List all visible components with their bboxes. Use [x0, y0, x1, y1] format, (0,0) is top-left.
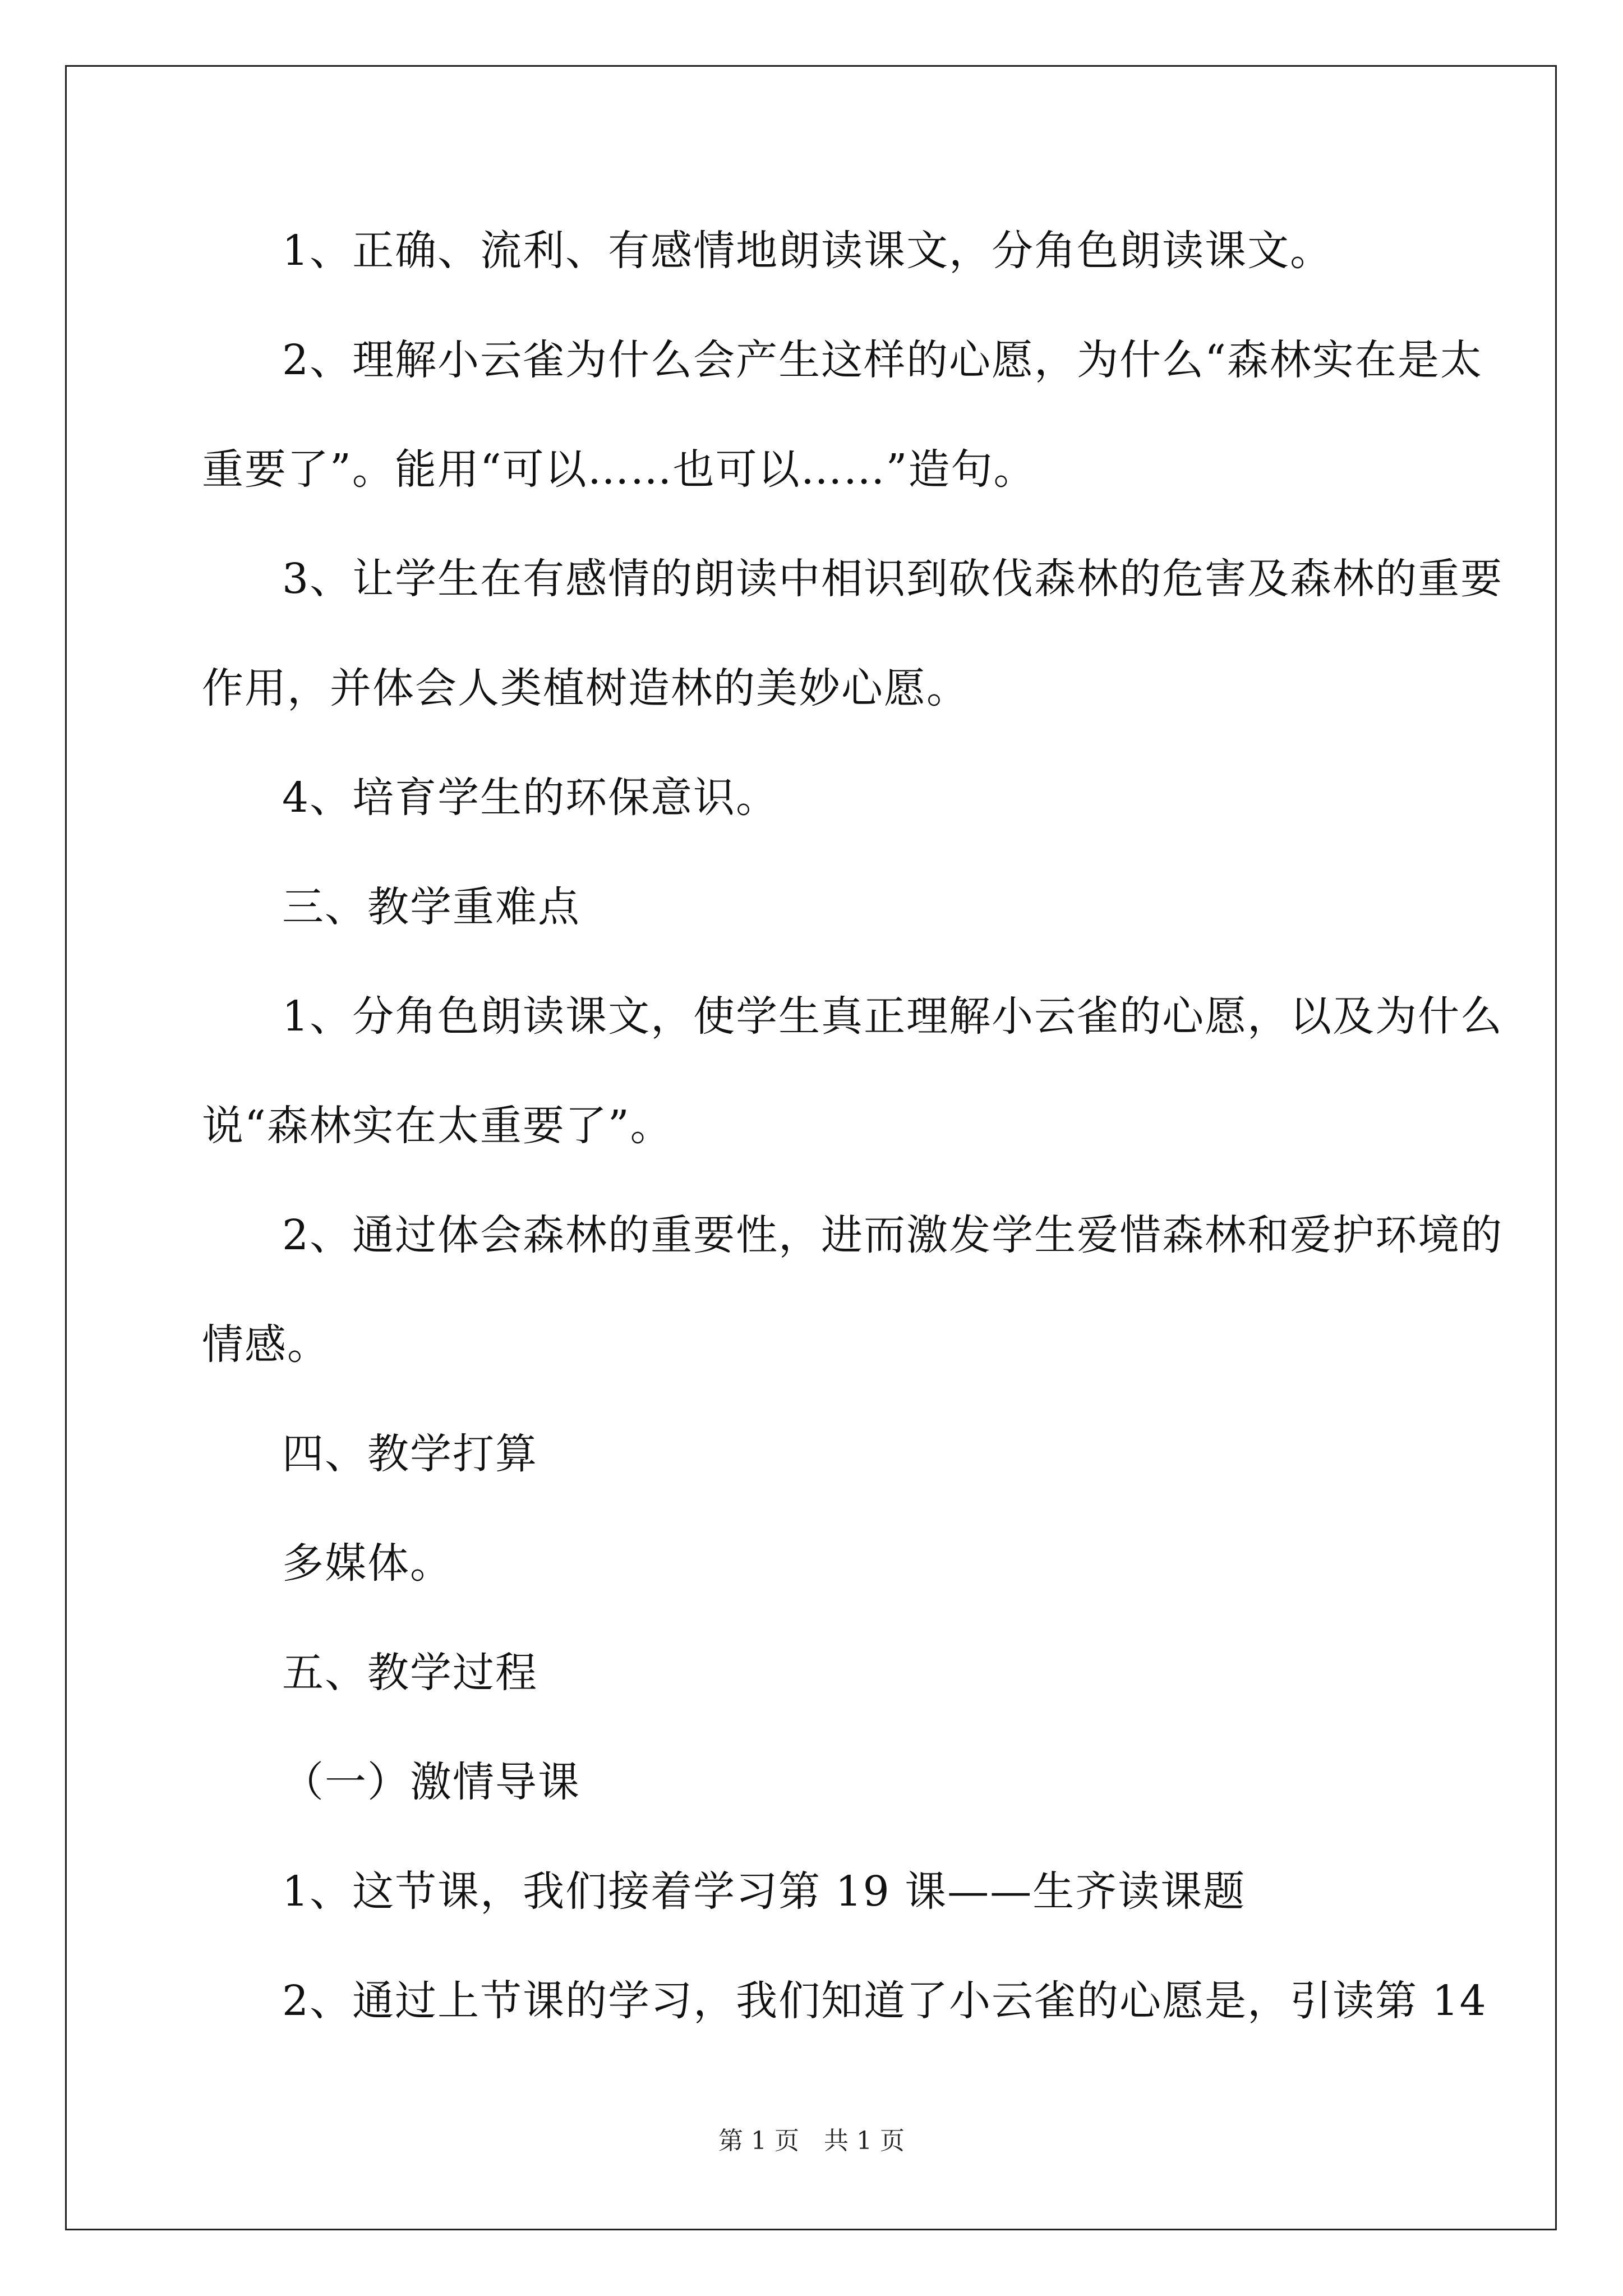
section-heading: 三、教学重难点	[282, 883, 580, 931]
text-line: 2、通过体会森林的重要性，进而激发学生爱惜森林和爱护环境的	[282, 1211, 1504, 1259]
page-number-footer: 第 1 页 共 1 页	[718, 2127, 905, 2155]
text-line: 1、正确、流利、有感情地朗读课文，分角色朗读课文。	[282, 227, 1333, 275]
text-line: 2、通过上节课的学习，我们知道了小云雀的心愿是，引读第 14	[282, 1977, 1487, 2025]
subsection-heading: （一）激情导课	[282, 1758, 580, 1806]
text-line: 情感。	[202, 1320, 330, 1369]
text-line: 4、培育学生的环保意识。	[282, 774, 779, 822]
text-line: 作用，并体会人类植树造林的美妙心愿。	[202, 664, 969, 712]
text-line: 1、这节课，我们接着学习第 19 课——生齐读课题	[282, 1867, 1246, 1916]
text-line: 2、理解小云雀为什么会产生这样的心愿，为什么“森林实在是太	[282, 336, 1483, 384]
text-line: 重要了”。能用“可以……也可以……”造句。	[202, 445, 1036, 494]
text-line: 说“森林实在太重要了”。	[202, 1102, 673, 1150]
text-line: 1、分角色朗读课文，使学生真正理解小云雀的心愿，以及为什么	[282, 992, 1504, 1041]
text-line: 3、让学生在有感情的朗读中相识到砍伐森林的危害及森林的重要	[282, 555, 1504, 603]
section-heading: 四、教学打算	[282, 1430, 538, 1478]
text-line: 多媒体。	[282, 1539, 453, 1588]
section-heading: 五、教学过程	[282, 1649, 538, 1697]
